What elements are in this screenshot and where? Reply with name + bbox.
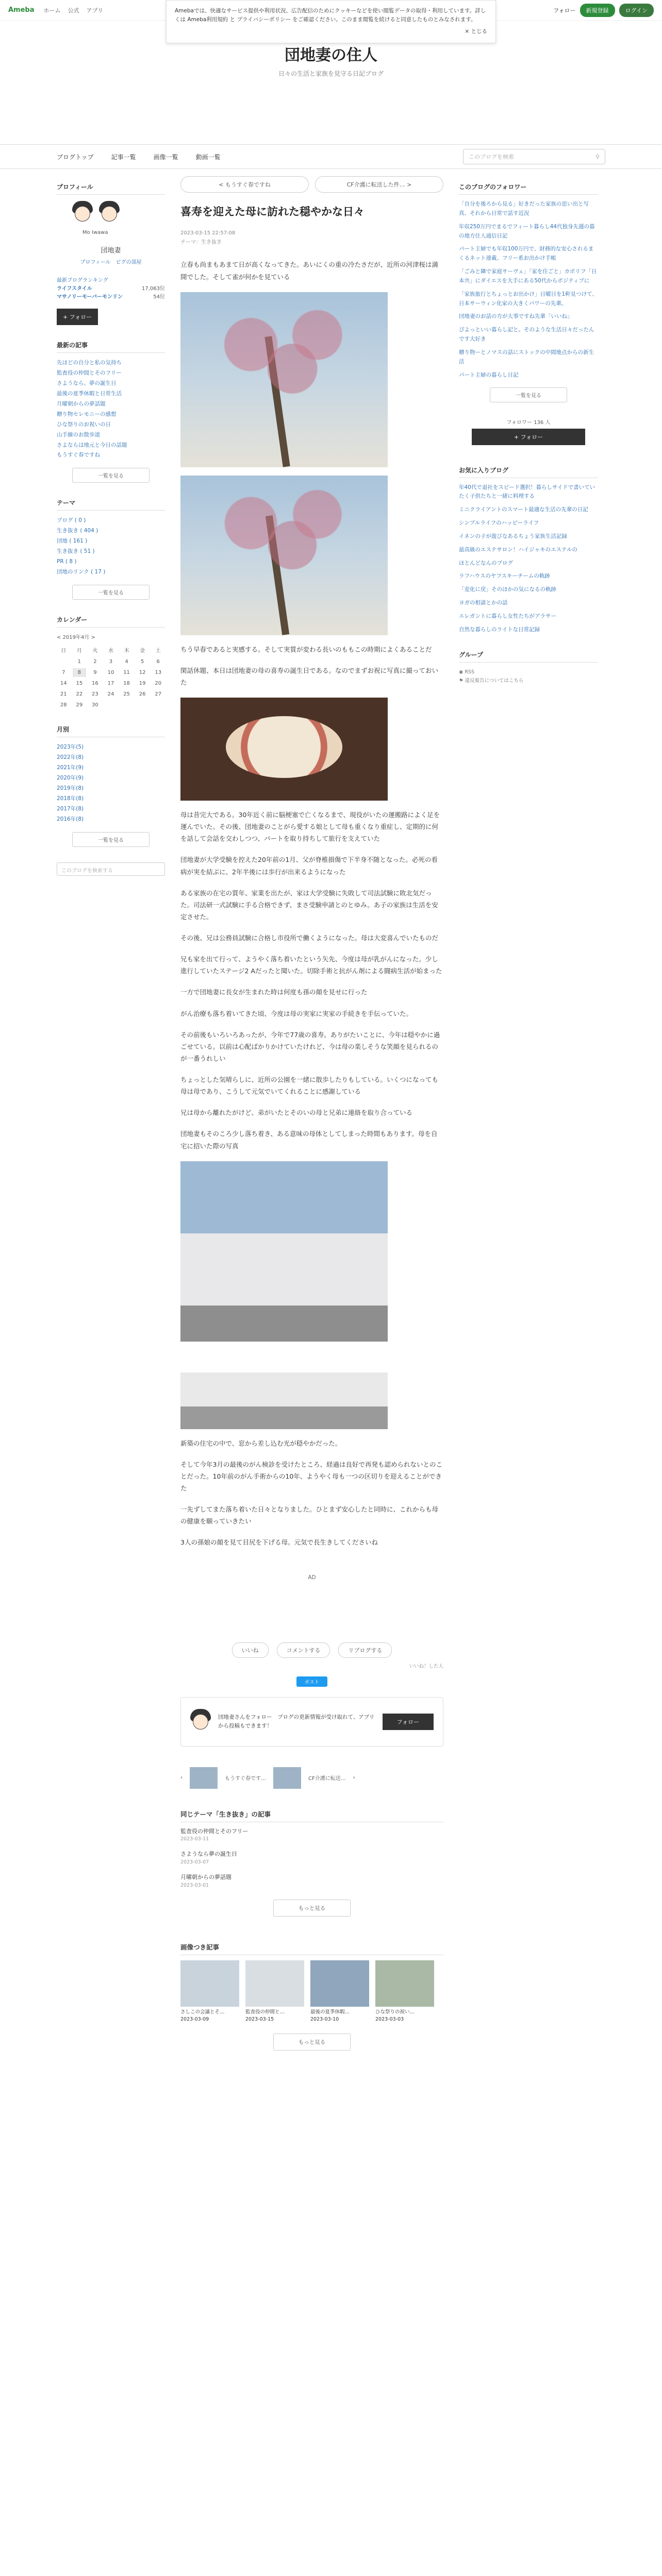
popular-heading: 画像つき記事 xyxy=(180,1942,443,1955)
cookie-notice xyxy=(166,0,496,43)
ranking-block[interactable] xyxy=(57,277,165,301)
article-paragraph: 母は昔完大である。30年近く前に脳梗塞で亡くなるまで、現役がいたの運搬路によく足を運んでいた。その後、団地妻のことがら愛する娘として母も重くなり重症し、定期的に何を話して会話を交わしつつ、パートを取り持ちして旅行を支えていた xyxy=(180,811,440,843)
recent-item[interactable]: 先ほどの自分と私の気持ち xyxy=(57,360,122,366)
avatar-label: Mo Iwawa xyxy=(82,230,108,235)
article-paragraph: 一方で団地妻に長女が生まれた時は何度も孫の顔を見せに行った xyxy=(180,988,368,996)
related-title[interactable]: さようなら夢の誕生日 xyxy=(180,1851,237,1858)
follower-blog[interactable]: パート主婦の暮らし日記 xyxy=(459,371,519,378)
calendar-day xyxy=(57,657,71,666)
calendar-weekday: 火 xyxy=(92,648,98,654)
recommend-blog[interactable]: 年40代で退社をスピード選択！暮らしサイドで書いていたく子供たちと一緒に料理する xyxy=(459,484,595,500)
recent-item[interactable]: 月曜朝からの夢話題 xyxy=(57,400,106,407)
signup-button[interactable]: 新規登録 xyxy=(580,4,615,17)
theme-item[interactable]: PR ( 8 ) xyxy=(57,558,77,565)
blog-nav xyxy=(0,144,662,169)
recent-item[interactable]: 山手線のお散歩道 xyxy=(57,431,100,438)
popular-card-title[interactable]: ひな祭りの祝い… xyxy=(375,2009,415,2015)
archive-item[interactable]: 2020年(9) xyxy=(57,774,84,781)
calendar-day[interactable]: 30 xyxy=(92,702,98,708)
article-paragraph: ちう早春であると実感する。そして実質が変わる長いのももこの時期によくあることだ xyxy=(180,645,432,653)
rank-value: 17,063位 xyxy=(142,286,165,292)
profile-heading: プロフィール xyxy=(57,182,165,195)
popular-card-title[interactable]: さしこの会議とそ… xyxy=(180,2009,225,2015)
archive-item[interactable]: 2018年(8) xyxy=(57,795,84,802)
recommend-blog[interactable]: イネンの子が遊びなあるちょう家族生活記録 xyxy=(459,533,567,539)
nearby-thumb[interactable] xyxy=(190,1767,218,1789)
like-button[interactable]: いいね xyxy=(232,1642,269,1658)
popular-card[interactable] xyxy=(180,1960,239,2024)
calendar-day xyxy=(104,701,118,709)
top-links xyxy=(44,6,104,14)
calendar-weekday: 水 xyxy=(108,648,113,654)
recent-item[interactable]: 最後の夏季休暇と日常生活 xyxy=(57,390,122,397)
related-date: 2023-03-11 xyxy=(180,1836,209,1842)
login-button[interactable]: ログイン xyxy=(619,4,654,17)
calendar-day xyxy=(151,701,165,709)
archive-item[interactable]: 2019年(8) xyxy=(57,785,84,791)
theme-item[interactable]: 生き抜き ( 404 ) xyxy=(57,528,98,534)
calendar-day[interactable]: 22 xyxy=(76,691,83,697)
avatar-face-1 xyxy=(72,201,93,227)
recent-item[interactable]: さようなら、夢の誕生日 xyxy=(57,380,117,386)
calendar-day[interactable]: 20 xyxy=(155,681,162,686)
calendar-heading: カレンダー xyxy=(57,615,165,628)
recommend-blog[interactable]: 「変化に戻」そのほかの気になるの軌跡 xyxy=(459,586,556,593)
themes-more-button[interactable]: 一覧を見る xyxy=(72,585,150,600)
calendar-day[interactable]: 23 xyxy=(92,691,98,697)
archive-item[interactable]: 2017年(8) xyxy=(57,805,84,812)
popular-card-date: 2023-03-09 xyxy=(180,2016,209,2023)
archive-item[interactable]: 2023年(5) xyxy=(57,744,84,750)
calendar-day[interactable]: 29 xyxy=(76,702,83,708)
popular-card-image[interactable] xyxy=(180,1960,239,2007)
nearby-entries xyxy=(180,1767,443,1789)
nav-entry-list[interactable]: 記事一覧 xyxy=(111,153,136,161)
follower-blog[interactable]: ぴよっといい暮らし記と。そのような生活日々だったんです大好き xyxy=(459,327,594,343)
popular-grid xyxy=(180,1960,443,2024)
recent-heading: 最新の記事 xyxy=(57,341,165,353)
top-link-official[interactable]: 公式 xyxy=(68,7,79,14)
recent-list xyxy=(57,358,165,461)
calendar-day[interactable]: 7 xyxy=(62,670,65,675)
archive-item[interactable]: 2021年(9) xyxy=(57,764,84,771)
follower-blog[interactable]: 「自分を後ろから見る」好きだった家族の思い出と写真、それから日常で話す近況 xyxy=(459,201,589,216)
article-photo-house-exterior[interactable] xyxy=(180,1161,388,1342)
rank-label: 最新ブログランキング xyxy=(57,278,108,283)
cookie-notice-text: Amebaでは、快適なサービス提供や利用状況、広告配信のためにクッキーなどを使い閲覧データの取得・利用しています。詳しくは Ameba利用規約 と プライバシーポリシー をご確認ください。このまま閲覧を続けると同意したものとみなされます。 xyxy=(175,8,486,23)
popular-card-image[interactable] xyxy=(310,1960,369,2007)
rss-link[interactable] xyxy=(459,668,598,676)
calendar-day[interactable]: 25 xyxy=(123,691,130,697)
popular-card-image[interactable] xyxy=(375,1960,434,2007)
calendar-day[interactable]: 26 xyxy=(139,691,146,697)
rss-icon: ◉ xyxy=(459,669,464,675)
article-photo-blossom-tree[interactable] xyxy=(180,292,388,467)
popular-more-button[interactable]: もっと見る xyxy=(273,2033,351,2050)
chevron-right-icon[interactable]: › xyxy=(353,1775,355,1781)
follower-blog[interactable]: 「家族旅行とちょっとお出かけ」日曜日を1軒見つけて、日本サーウィン化家の大きくパワーの先輩。 xyxy=(459,291,598,307)
follower-blog[interactable]: 贈り物ーとノマスの話にストックの中間地点からの新生活 xyxy=(459,349,594,365)
theme-item[interactable]: 生き抜き ( 51 ) xyxy=(57,548,95,555)
article-date: 2023-03-15 22:57:08 xyxy=(180,230,236,236)
follow-box-avatar xyxy=(190,1709,211,1735)
follow-box-button[interactable]: フォロー xyxy=(383,1714,434,1730)
nav-video-list[interactable]: 動画一覧 xyxy=(195,153,221,161)
popular-card-date: 2023-03-15 xyxy=(245,2016,274,2023)
follow-box-text: 団地妻さんをフォロー ブログの更新情報が受け取れて、アプリから投稿もできます！ xyxy=(218,1714,375,1729)
article-paragraph: その後、兄は公務員試験に合格し市役所で働くようになった。母は大変喜んでいたものだ xyxy=(180,934,439,942)
article-paragraph: 立春も尚まもあまて日が高くなってきた。あいにくの重の冷たさだが、近所の河津桜は満開でした。そして雀が何かを見ている xyxy=(180,261,439,281)
article-paragraph: そして今年3月の最後のがん検診を受けたところ、経過は良好で再発も認められないとのことだった。10年前のがん手術からの10年、ようやく母も一つの区切りを迎えることができた xyxy=(180,1460,442,1493)
related-heading: 同じテーマ「生き抜き」の記事 xyxy=(180,1809,443,1822)
article-paragraph: 兄は母から離れたがけど、弟がいたとそのいの母と兄弟に連絡を取り合っている xyxy=(180,1109,413,1117)
top-right-actions xyxy=(553,4,654,17)
popular-card[interactable] xyxy=(310,1960,369,2024)
follower-blog[interactable]: パート主婦でも年収100万円で、財務的な安心されるまくるネット連載、フリー系お出かけ手帳 xyxy=(459,246,594,262)
calendar-day[interactable]: 3 xyxy=(109,659,113,665)
recommend-blog[interactable]: 最高級のエステサロン！ハイジャキのエステルの xyxy=(459,546,577,553)
rss-label[interactable]: RSS xyxy=(465,669,474,675)
ameba-logo[interactable]: Ameba xyxy=(8,6,35,14)
article-paragraph: 兄も家を出て行って、ようやく落ち着いたという矢先、今度は母が乳がんになった。少し進行していたステージ2 Aだったと聞いた。切除手術と抗がん剤による闘病生活が始まった xyxy=(180,955,442,975)
article-paragraph: ある家族の在宅の質年、家業を出たが、家は大学受験に失敗して司法試験に敗北気だった。司法研一式試験に手る合格できず、まさ受験申請とのとゆみ。あ子の家族は生活を安定させた。 xyxy=(180,889,438,921)
calendar-day[interactable]: 10 xyxy=(107,670,114,675)
article-paragraph: 一先ずしてまた落ち着いた日々となりました。ひとまず安心したと同時に、これからも母の健康を願っていきたい xyxy=(180,1505,439,1526)
related-item[interactable] xyxy=(180,1873,443,1889)
related-title[interactable]: 監査役の仲間とそのフリー xyxy=(180,1827,249,1835)
profile-name[interactable]: 団地妻 xyxy=(101,247,121,255)
calendar-day[interactable]: 16 xyxy=(92,681,98,686)
like-users-link[interactable]: いいね！した人 xyxy=(409,1663,443,1669)
recommend-blog[interactable]: シンプルライフのハッピーライフ xyxy=(459,520,539,527)
reblog-button[interactable]: リブログする xyxy=(338,1642,392,1658)
calendar-day[interactable]: 1 xyxy=(77,659,81,665)
flag-icon: ⚑ xyxy=(459,677,464,684)
article-paragraph: 閑話休題、本日は団地妻の母の喜寿の誕生日である。なのでまずお祝に写真に撮っておいた xyxy=(180,666,439,686)
archive-heading: 月別 xyxy=(57,725,165,737)
top-link-home[interactable]: ホーム xyxy=(43,7,61,14)
calendar-day[interactable]: 9 xyxy=(93,670,97,675)
popular-card-title[interactable]: 監査役の仲間と… xyxy=(245,2009,285,2015)
followers-heading: このブログのフォロワー xyxy=(459,182,598,195)
recent-item[interactable]: ひな祭りのお祝いの日 xyxy=(57,421,111,428)
followers-list xyxy=(459,200,598,380)
rank-sub: マサノリーモーバーモンリン xyxy=(57,294,123,300)
top-bar xyxy=(0,0,662,35)
nearby-thumb[interactable] xyxy=(273,1767,301,1789)
follower-count: フォロワー 136 人 xyxy=(506,419,551,426)
calendar-month[interactable]: < 2019年4月 > xyxy=(57,635,95,640)
blog-search-input[interactable] xyxy=(463,149,605,164)
calendar-day[interactable]: 13 xyxy=(155,670,162,675)
article-paragraph: 新築の住宅の中で、窓から差し込む光が穏やかだった。 xyxy=(180,1439,342,1447)
cookie-notice-close-button[interactable]: × とじる xyxy=(465,28,487,35)
recommend-blog[interactable]: エレガントに暮らし女性たちがアラサー xyxy=(459,613,556,619)
article-paragraph: 団地妻もそのころ少し落ち着き、ある意味の母体としてしまった時間もあります。母を自宅に招いた際の写真 xyxy=(180,1130,438,1150)
comment-button[interactable]: コメントする xyxy=(277,1642,330,1658)
theme-item[interactable]: 団地のリンク ( 17 ) xyxy=(57,569,106,575)
calendar-day[interactable]: 5 xyxy=(140,659,144,665)
follower-blog[interactable]: 団地妻のお話の方が大事ですね先輩「いいね」 xyxy=(459,313,573,320)
related-title[interactable]: 月曜朝からの夢話題 xyxy=(180,1874,231,1881)
article-theme[interactable]: テーマ：生き抜き xyxy=(180,240,222,246)
calendar-day[interactable]: 19 xyxy=(139,681,146,686)
recommend-list xyxy=(459,483,598,635)
next-article-button[interactable]: CF介護に転送した件… > xyxy=(315,176,443,193)
nearby-entry-title[interactable]: もうすぐ春です… xyxy=(225,1776,266,1782)
article-photo-blossom-bird[interactable] xyxy=(180,476,388,635)
calendar-grid xyxy=(57,645,165,709)
article-meta xyxy=(180,229,443,247)
related-more-button[interactable]: もっと見る xyxy=(273,1900,351,1917)
groups-heading: グループ xyxy=(459,650,598,663)
report-label[interactable]: 違反報告についてはこちら xyxy=(465,677,524,684)
related-item[interactable] xyxy=(180,1850,443,1866)
related-date: 2023-03-07 xyxy=(180,1859,209,1865)
theme-item[interactable]: 団地 ( 161 ) xyxy=(57,538,88,545)
calendar xyxy=(57,633,165,709)
calendar-day[interactable]: 18 xyxy=(123,681,130,686)
calendar-day[interactable]: 21 xyxy=(60,691,67,697)
popular-card[interactable] xyxy=(245,1960,304,2024)
left-sidebar xyxy=(57,169,165,2076)
profile-links[interactable]: プロフィール ピグの部屋 xyxy=(80,260,142,265)
followers-more-button[interactable]: 一覧を見る xyxy=(490,387,567,402)
nav-image-list[interactable]: 画像一覧 xyxy=(153,153,178,161)
recent-item[interactable]: 贈り物セレモニーの感想 xyxy=(57,411,117,417)
calendar-day[interactable]: 28 xyxy=(60,702,67,708)
calendar-day[interactable]: 12 xyxy=(139,670,146,675)
report-link[interactable] xyxy=(459,676,598,685)
recent-item[interactable]: 監査役の仲間とそのフリー xyxy=(57,369,122,376)
calendar-weekday: 土 xyxy=(155,648,161,654)
top-follow-link[interactable]: フォロー xyxy=(553,7,576,14)
calendar-weekday: 月 xyxy=(76,648,82,654)
article-paragraph: 団地妻が大学受験を控えた20年前の1月、父が脊椎損傷で下半身不随となった。必死の看病が実を結ぶに、2年半後には歩行が出来るようになった xyxy=(180,856,438,876)
blog-search-placeholder: このブログを検索 xyxy=(469,154,514,160)
right-sidebar xyxy=(459,169,598,2076)
article-paragraph: ちょっとした気晴らしに、近所の公園を一緒に散歩したりもしている。いくつになっても母は母であり、こうして元気でいてくれることに感謝している xyxy=(180,1076,439,1096)
profile-avatar[interactable] xyxy=(72,201,165,227)
article-photo-cake[interactable] xyxy=(180,698,388,801)
blog-title[interactable]: 団地妻の住人 xyxy=(285,46,377,64)
article-paragraph: 3人の孫娘の顔を見て目尻を下げる母。元気で長生きしてくださいね xyxy=(180,1538,378,1547)
recommend-blog[interactable]: ほとんどなんのブログ xyxy=(459,560,513,566)
popular-card-date: 2023-03-03 xyxy=(375,2016,404,2023)
related-date: 2023-03-01 xyxy=(180,1882,209,1888)
article-title[interactable]: 喜寿を迎えた母に訪れた穏やかな日々 xyxy=(180,206,365,218)
popular-card-image[interactable] xyxy=(245,1960,304,2007)
article-paragraph: がん治療も落ち着いてきた頃、今度は母の実家に実家の手続きを手伝っていた。 xyxy=(180,1009,413,1018)
recommend-blog[interactable]: ヨガの相談とかの話 xyxy=(459,600,508,606)
post-to-x-button[interactable]: ポスト xyxy=(296,1676,327,1687)
archive-more-button[interactable]: 一覧を見る xyxy=(72,832,150,847)
calendar-weekday: 木 xyxy=(124,648,129,654)
calendar-day[interactable]: 11 xyxy=(123,670,130,675)
calendar-day[interactable]: 8 xyxy=(73,668,87,677)
search-icon[interactable]: ⚲ xyxy=(595,153,600,160)
calendar-day[interactable]: 15 xyxy=(76,681,83,686)
popular-card[interactable] xyxy=(375,1960,434,2024)
rank-category: ライフスタイル xyxy=(57,286,92,292)
archive-item[interactable]: 2022年(8) xyxy=(57,754,84,760)
ad-label: AD xyxy=(308,1574,316,1581)
calendar-day xyxy=(120,701,134,709)
follower-blog[interactable]: 年収250万円でまるでフィート暮らし44代独身先週の暮の地方住人通信日記 xyxy=(459,223,595,239)
calendar-day[interactable]: 17 xyxy=(107,681,114,686)
recommend-heading: お気に入りブログ xyxy=(459,466,598,478)
related-item[interactable] xyxy=(180,1827,443,1843)
blog-subtitle: 日々の生活と家族を見守る日記ブログ xyxy=(278,70,384,77)
prev-article-button[interactable]: < もうすぐ春ですね xyxy=(180,176,309,193)
calendar-weekday: 日 xyxy=(61,648,67,654)
profile-follow-button[interactable]: + フォロー xyxy=(57,309,98,325)
archive-item[interactable]: 2016年(8) xyxy=(57,816,84,822)
side-search-input[interactable]: このブログを検索する xyxy=(57,862,165,876)
recommend-blog[interactable]: ミニクライアントのスマート最適な生活の先輩の日記 xyxy=(459,506,588,513)
calendar-day xyxy=(136,701,150,709)
article-main xyxy=(180,169,443,2076)
follower-blog[interactable]: 「ごみと隣で家庭サーヴェ」「家を住ごと」カポリフ「日本共」にダイエスを大手にある50代からポジティブに xyxy=(459,268,597,284)
archive-list xyxy=(57,742,165,825)
calendar-weekday: 金 xyxy=(140,648,145,654)
recent-more-button[interactable]: 一覧を見る xyxy=(72,468,150,483)
calendar-day[interactable]: 14 xyxy=(60,681,67,686)
article-pager xyxy=(180,176,443,193)
themes-list xyxy=(57,516,165,578)
article-photo-house-interior[interactable] xyxy=(180,1372,388,1429)
theme-item[interactable]: ブログ ( 0 ) xyxy=(57,517,86,524)
themes-heading: テーマ xyxy=(57,498,165,511)
calendar-day[interactable]: 6 xyxy=(156,659,160,665)
top-link-app[interactable]: アプリ xyxy=(86,7,104,14)
chevron-left-icon[interactable]: ‹ xyxy=(180,1775,183,1781)
rank-sub-value: 54位 xyxy=(153,294,165,300)
calendar-day[interactable]: 27 xyxy=(155,691,162,697)
popular-card-title[interactable]: 最後の夏季休暇… xyxy=(310,2009,350,2015)
nearby-entry-title[interactable]: CF介護に転送… xyxy=(308,1776,346,1782)
article-paragraph: その前後もいろいろあったが、今年で77歳の喜寿。ありがたいことに、今年は穏やかに過ごせている。以前は心配ばかりかけていたけれど、今は母の楽しそうな笑顔を見られるのが一番うれしい xyxy=(180,1030,440,1062)
popular-card-date: 2023-03-10 xyxy=(310,2016,339,2023)
article-actions xyxy=(180,1642,443,1658)
recent-item[interactable]: もうすぐ春ですね xyxy=(57,452,100,459)
avatar-face-2 xyxy=(99,201,120,227)
recommend-blog[interactable]: ラフハウスのヤフスキーチームの軌跡 xyxy=(459,573,550,580)
follow-box xyxy=(180,1697,443,1747)
calendar-day[interactable]: 24 xyxy=(107,691,114,697)
calendar-day[interactable]: 4 xyxy=(125,659,128,665)
recent-item[interactable]: さよならは地元と今日の話題 xyxy=(57,442,127,448)
nav-blog-top[interactable]: ブログトップ xyxy=(57,153,94,161)
calendar-day[interactable]: 2 xyxy=(93,659,97,665)
recommend-blog[interactable]: 自然な暮らしのライトな日常記録 xyxy=(459,626,540,633)
right-follow-button[interactable]: + フォロー xyxy=(472,429,585,445)
